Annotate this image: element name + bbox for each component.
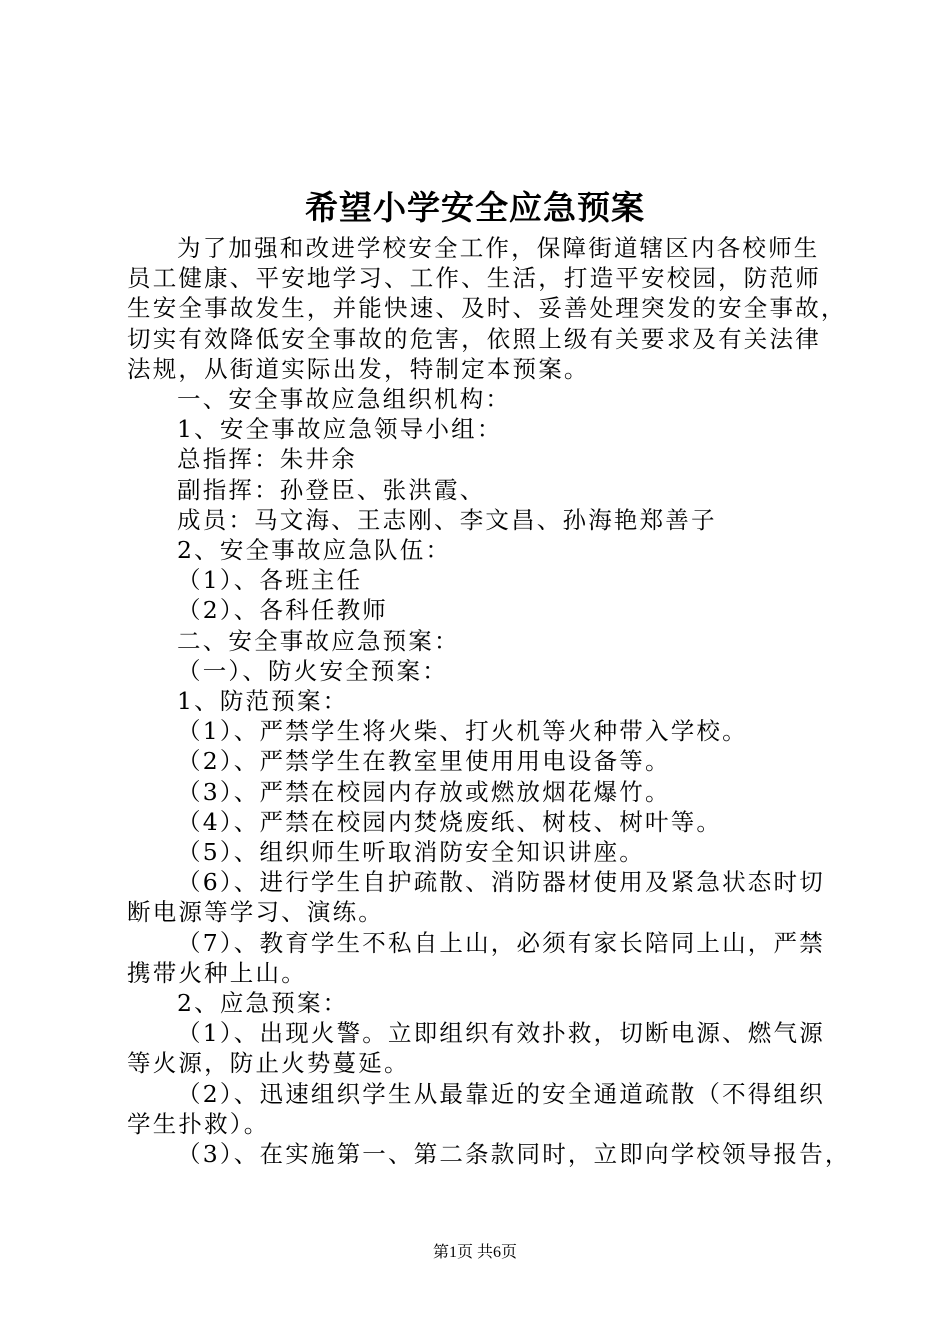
- page-footer: 第1页 共6页: [432, 1244, 517, 1261]
- paragraph-line: （1）、出现火警。立即组织有效扑救，切断电源、燃气源: [177, 1019, 825, 1048]
- document-title: 希望小学安全应急预案: [305, 188, 645, 227]
- paragraph: [127, 988, 847, 1018]
- paragraph-line: （2）、迅速组织学生从最靠近的安全通道疏散（不得组织: [177, 1079, 825, 1108]
- paragraph: [127, 475, 847, 505]
- paragraph: [127, 746, 847, 776]
- paragraph-line: 1、安全事故应急领导小组：: [177, 415, 503, 444]
- paragraph: [127, 233, 847, 384]
- paragraph-line: 断电源等学习、演练。: [127, 898, 384, 927]
- paragraph: [127, 1139, 851, 1169]
- paragraph-line: 生安全事故发生，并能快速、及时、妥善处理突发的安全事故，: [127, 294, 847, 323]
- paragraph-line: 为了加强和改进学校安全工作，保障街道辖区内各校师生: [177, 234, 820, 262]
- paragraph-line: （3）、严禁在校园内存放或燃放烟花爆竹。: [177, 777, 671, 806]
- paragraph-line: （5）、组织师生听取消防安全知识讲座。: [177, 838, 646, 867]
- paragraph-line: 2、应急预案：: [177, 989, 349, 1018]
- paragraph-line: 学生扑救）。: [127, 1109, 270, 1138]
- paragraph-line: （7）、教育学生不私自上山，必须有家长陪同上山，严禁: [177, 928, 825, 957]
- paragraph-line: （2）、各科任教师: [177, 596, 389, 625]
- paragraph-line: （2）、严禁学生在教室里使用用电设备等。: [177, 747, 671, 776]
- paragraph-line: 成员：马文海、王志刚、李文昌、孙海艳郑善子: [177, 505, 717, 534]
- paragraph-line: （3）、在实施第一、第二条款同时，立即向学校领导报告，: [177, 1140, 851, 1169]
- paragraph: [127, 595, 847, 625]
- paragraph-line: （1）、各班主任: [177, 566, 363, 595]
- paragraph-line: （1）、严禁学生将火柴、打火机等火种带入学校。: [177, 717, 748, 746]
- paragraph: [127, 777, 847, 807]
- paragraph: [127, 414, 847, 444]
- paragraph-line: 员工健康、平安地学习、工作、生活，打造平安校园，防范师: [127, 264, 821, 293]
- paragraph: [127, 656, 847, 686]
- paragraph: [127, 565, 847, 595]
- paragraph: [127, 626, 847, 656]
- paragraph-line: 副指挥：孙登臣、张洪霞、: [177, 475, 486, 504]
- paragraph: [127, 686, 847, 716]
- paragraph-line: 总指挥：朱井余: [177, 445, 357, 474]
- paragraph-line: 携带火种上山。: [127, 958, 307, 987]
- paragraph-line: 法规，从街道实际出发，特制定本预案。: [127, 354, 590, 383]
- paragraph-line: 一、安全事故应急组织机构：: [177, 385, 512, 414]
- paragraph: [127, 716, 847, 746]
- paragraph: [127, 384, 847, 414]
- paragraph-line: 切实有效降低安全事故的危害，依照上级有关要求及有关法律: [127, 324, 821, 353]
- paragraph-line: 2、安全事故应急队伍：: [177, 536, 452, 565]
- paragraph: [127, 444, 847, 474]
- paragraph-line: 二、安全事故应急预案：: [177, 626, 460, 655]
- paragraph-line: 1、防范预案：: [177, 687, 349, 716]
- paragraph-line: （6）、进行学生自护疏散、消防器材使用及紧急状态时切: [177, 868, 825, 897]
- paragraph: [127, 1079, 847, 1139]
- paragraph: [127, 535, 847, 565]
- paragraph: [127, 837, 847, 867]
- paragraph: [127, 867, 847, 927]
- document-body: [127, 233, 851, 1169]
- paragraph: [127, 807, 847, 837]
- paragraph: [127, 928, 847, 988]
- paragraph-line: （一）、防火安全预案：: [177, 656, 448, 685]
- paragraph-line: （4）、严禁在校园内焚烧废纸、树枝、树叶等。: [177, 807, 723, 836]
- paragraph-line: 等火源，防止火势蔓延。: [127, 1049, 410, 1078]
- paragraph: [127, 505, 847, 535]
- paragraph: [127, 1018, 847, 1078]
